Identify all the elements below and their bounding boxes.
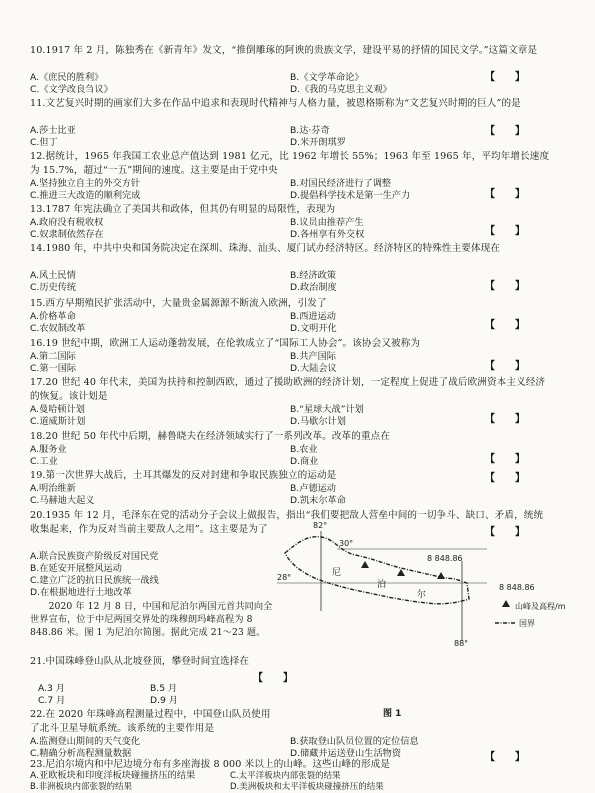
question-15-option-c[interactable]: C.农奴制改革 bbox=[30, 323, 86, 334]
question-15-option-d[interactable]: D.文明开化 bbox=[290, 323, 337, 334]
legend-peak-triangle bbox=[502, 600, 510, 607]
question-21-option-c[interactable]: C.7 月 bbox=[38, 695, 66, 706]
question-20-option-b[interactable]: B.在延安开展整风运动 bbox=[30, 563, 122, 574]
peak-triangle bbox=[397, 569, 405, 576]
legend-border-label: 国界 bbox=[519, 619, 535, 628]
question-20-stem: 20.1935 年 12 月，毛泽东在党的活动分子会议上做报告，指出“我们要把敌人营垒中间的一切争斗、缺口、矛盾，统统收集起来，作为反对当前主要敌人之用”。这主要是为了 bbox=[30, 510, 544, 535]
map-label-lat-30: 30° bbox=[339, 539, 354, 548]
question-17-option-d[interactable]: D.马歇尔计划 bbox=[290, 416, 346, 427]
question-16-stem: 16.19 世纪中期，欧洲工人运动蓬勃发展，在伦敦成立了“国际工人协会”。该协会又被称为 bbox=[30, 338, 421, 349]
question-19-stem: 19.第一次世界大战后，土耳其爆发的反对封建和争取民族独立的运动是 bbox=[30, 470, 337, 481]
question-18-stem: 18.20 世纪 50 年代中后期，赫鲁晓夫在经济领域实行了一系列改革。改革的重点在 bbox=[30, 431, 391, 442]
question-14-option-d[interactable]: D.政治制度 bbox=[290, 282, 337, 293]
question-17-option-c[interactable]: C.道威斯计划 bbox=[30, 416, 86, 427]
question-21-option-d[interactable]: D.9 月 bbox=[150, 695, 178, 706]
question-22-option-d[interactable]: D.储藏并运送登山生活物资 bbox=[290, 748, 402, 759]
map-label-lon-88: 88° bbox=[454, 639, 469, 648]
question-22-option-b[interactable]: B.获取登山队员位置的定位信息 bbox=[290, 736, 419, 747]
question-13-option-a[interactable]: A.政府没有税收权 bbox=[30, 217, 104, 228]
question-14-stem: 14.1980 年，中共中央和国务院决定在深圳、珠海、汕头、厦门试办经济特区。经济特区的特殊性主要体现在 bbox=[30, 243, 501, 254]
legend-peak-label: 山峰及高程/m bbox=[515, 602, 566, 611]
nepal-map-svg bbox=[277, 521, 567, 711]
question-16-option-b[interactable]: B.共产国际 bbox=[290, 351, 336, 362]
question-12-option-a[interactable]: A.坚持独立自主的外交方针 bbox=[30, 178, 141, 189]
question-18-answer-bracket[interactable]: 【 】 bbox=[485, 454, 525, 465]
question-12-option-d[interactable]: D.提倡科学技术是第一生产力 bbox=[290, 190, 411, 201]
question-10-option-b[interactable]: B.《文学革命论》 bbox=[290, 72, 364, 83]
question-10-stem: 10.1917 年 2 月，陈独秀在《新青年》发文，“推倒雕琢的阿谀的贵族文学，建设平易的抒情的国民文学。”这篇文章是 bbox=[30, 45, 538, 56]
nepal-border-outline bbox=[285, 537, 469, 604]
peak-triangle bbox=[361, 561, 369, 568]
question-18-option-a[interactable]: A.服务业 bbox=[30, 444, 67, 455]
question-13-stem: 13.1787 年宪法确立了美国共和政体，但其仍有明显的局限性，表现为 bbox=[30, 204, 336, 215]
question-11-answer-bracket[interactable]: 【 】 bbox=[485, 126, 525, 137]
map-label-lat-28: 28° bbox=[277, 573, 292, 582]
question-16-option-c[interactable]: C.第一国际 bbox=[30, 363, 77, 374]
question-15-option-a[interactable]: A.价格革命 bbox=[30, 311, 76, 322]
question-14-option-b[interactable]: B.经济政策 bbox=[290, 270, 336, 281]
question-17-answer-bracket[interactable]: 【 】 bbox=[485, 414, 525, 425]
question-19-option-a[interactable]: A.明治维新 bbox=[30, 483, 76, 494]
map-label-ni: 尼 bbox=[332, 568, 342, 578]
question-12-option-b[interactable]: B.对国民经济进行了调整 bbox=[290, 178, 392, 189]
question-23-option-a[interactable]: A.亚欧板块和印度洋板块碰撞挤压的结果 bbox=[30, 770, 196, 781]
question-20-option-c[interactable]: C.建立广泛的抗日民族统一战线 bbox=[30, 575, 159, 586]
question-19-answer-bracket[interactable]: 【 】 bbox=[485, 473, 525, 484]
question-10-option-d[interactable]: D.《我的马克思主义观》 bbox=[290, 84, 392, 95]
question-18-option-c[interactable]: C.工业 bbox=[30, 456, 58, 467]
question-21-option-b[interactable]: B.5 月 bbox=[150, 683, 178, 694]
question-22-stem: 22.在 2020 年珠峰高程测量过程中，中国登山队员使用了北斗卫星导航系统。该系统的主要作用是 bbox=[30, 709, 271, 734]
question-23-option-c[interactable]: C.太平洋板块内部张裂的结果 bbox=[230, 771, 341, 781]
question-16-answer-bracket[interactable]: 【 】 bbox=[485, 361, 525, 372]
map-label-lon-82: 82° bbox=[313, 521, 328, 530]
question-10-option-a[interactable]: A.《庶民的胜利》 bbox=[30, 72, 104, 83]
map-label-bo: 泊 bbox=[377, 580, 387, 590]
question-14-option-a[interactable]: A.风土民情 bbox=[30, 270, 76, 281]
question-13-answer-bracket[interactable]: 【 】 bbox=[485, 226, 525, 237]
map-label-peak-elevation: 8 848.86 bbox=[427, 554, 463, 563]
question-23-stem: 23.尼泊尔境内和中尼边境分布有多座海拔 8 000 米以上的山峰。这些山峰的形成是 bbox=[30, 759, 391, 770]
question-19-option-b[interactable]: B.卢德运动 bbox=[290, 483, 336, 494]
question-18-option-d[interactable]: D.商业 bbox=[290, 456, 319, 467]
question-13-option-c[interactable]: C.奴隶制依然存在 bbox=[30, 229, 104, 240]
question-10-answer-bracket[interactable]: 【 】 bbox=[485, 72, 525, 83]
question-16-option-d[interactable]: D.大陆会议 bbox=[290, 363, 337, 374]
question-16-option-a[interactable]: A.第二国际 bbox=[30, 351, 76, 362]
question-11-option-d[interactable]: D.米开朗琪罗 bbox=[290, 137, 346, 148]
map-label-peak-elevation-legend: 8 848.86 bbox=[499, 583, 535, 592]
question-11-option-a[interactable]: A.莎士比亚 bbox=[30, 125, 76, 136]
question-22-answer-bracket[interactable]: 【 】 bbox=[485, 752, 525, 763]
question-12-option-c[interactable]: C.推进三大改造的顺利完成 bbox=[30, 190, 141, 201]
question-21-stem: 21.中国珠峰登山队从北坡登顶，攀登时间宜选择在 bbox=[30, 656, 250, 667]
question-12-answer-bracket[interactable]: 【 】 bbox=[485, 189, 525, 200]
figure-caption: 图 1 bbox=[383, 709, 402, 719]
question-15-answer-bracket[interactable]: 【 】 bbox=[485, 320, 525, 331]
question-21-answer-bracket[interactable]: 【 】 bbox=[253, 673, 293, 684]
peak-everest-triangle bbox=[437, 572, 445, 579]
question-14-option-c[interactable]: C.历史传统 bbox=[30, 282, 77, 293]
question-19-option-c[interactable]: C.马赫迪大起义 bbox=[30, 495, 95, 506]
question-17-stem: 17.20 世纪 40 年代末，美国为扶持和控制西欧，通过了援助欧洲的经济计划，一定程度上促进了战后欧洲资本主义经济的恢复。该计划是 bbox=[30, 377, 546, 402]
question-18-option-b[interactable]: B.农业 bbox=[290, 444, 318, 455]
question-10-option-c[interactable]: C.《文学改良刍议》 bbox=[30, 84, 113, 95]
nepal-map-figure bbox=[277, 521, 567, 711]
question-21-option-a[interactable]: A.3 月 bbox=[38, 683, 65, 694]
question-11-option-b[interactable]: B.达·芬奇 bbox=[290, 125, 330, 136]
question-22-option-c[interactable]: C.精确分析高程测量数据 bbox=[30, 748, 132, 759]
questions-21-23-intro: 2020 年 12 月 8 日，中国和尼泊尔两国元首共同向全世界宣布，位于中尼两国交界处的珠穆朗玛峰高程为 8 848.86 米。图 1 为尼泊尔简图。据此完成 21～23 题。 bbox=[30, 601, 273, 638]
question-20-option-d[interactable]: D.在根据地进行土地改革 bbox=[30, 587, 132, 598]
question-17-option-a[interactable]: A.曼哈顿计划 bbox=[30, 404, 85, 415]
question-20-option-a[interactable]: A.联合民族资产阶级反对国民党 bbox=[30, 551, 159, 562]
question-19-option-d[interactable]: D.凯末尔革命 bbox=[290, 495, 346, 506]
question-23-option-b[interactable]: B.非洲板块内部张裂的结果 bbox=[30, 782, 133, 792]
question-15-option-b[interactable]: B.西进运动 bbox=[290, 311, 336, 322]
question-13-option-d[interactable]: D.各州享有外交权 bbox=[290, 229, 365, 240]
question-23-option-d[interactable]: D.美洲板块和太平洋板块碰撞挤压的结果 bbox=[230, 782, 384, 792]
question-17-option-b[interactable]: B.“星球大战”计划 bbox=[290, 404, 364, 415]
question-15-stem: 15.西方早期殖民扩张活动中，大量贵金属源源不断流入欧洲，引发了 bbox=[30, 298, 327, 309]
map-label-er: 尔 bbox=[417, 590, 427, 600]
question-12-stem: 12.据统计，1965 年我国工农业总产值达到 1981 亿元，比 1962 年增长 55%；1963 年至 1965 年，平均年增长速度为 15.7%，超过“一五”期间的速度。这主要是由于党中央 bbox=[30, 151, 550, 176]
question-11-option-c[interactable]: C.但丁 bbox=[30, 137, 58, 148]
question-11-stem: 11.文艺复兴时期的画家们大多在作品中追求和表现时代精神与人格力量，被恩格斯称为“文艺复兴时期的巨人”的是 bbox=[30, 98, 521, 109]
question-13-option-b[interactable]: B.议员由推荐产生 bbox=[290, 217, 364, 228]
question-14-answer-bracket[interactable]: 【 】 bbox=[485, 281, 525, 292]
question-22-option-a[interactable]: A.监测登山期间的天气变化 bbox=[30, 736, 141, 747]
question-20-answer-bracket[interactable]: 【 】 bbox=[485, 527, 525, 538]
